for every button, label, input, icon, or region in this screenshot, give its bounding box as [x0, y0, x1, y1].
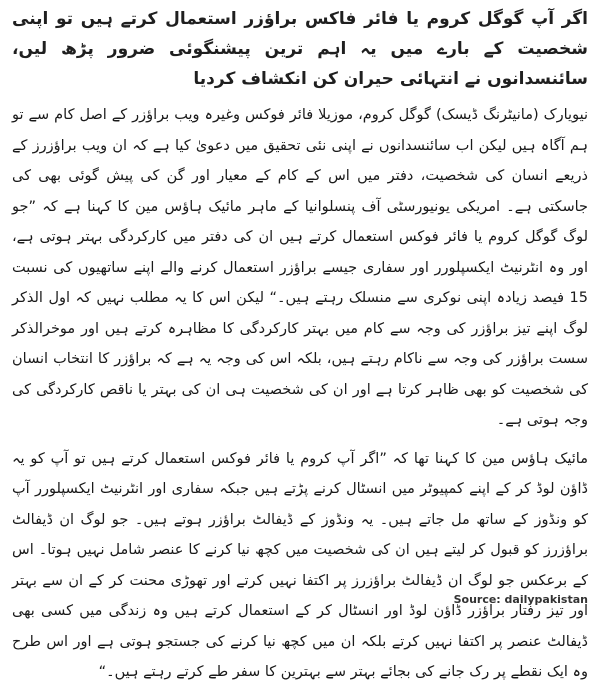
article-headline: اگر آپ گوگل کروم یا فائر فاکس براؤزر استعمال کرتے ہیں تو اپنی شخصیت کے بارے میں یہ اہم ترین پیشنگوئی ضرور پڑھ لیں، سائنسدانوں نے انتہائی حیران کن انکشاف کردیا	[12, 9, 588, 89]
article-paragraph-2: مائیک ہاؤس مین کا کہنا تھا کہ ”اگر آپ کروم یا فائر فوکس استعمال کرتے ہیں تو آپ کو یہ ڈاؤن لوڈ کر کے اپنے کمپیوٹر میں انسٹال کرنے پڑتے ہیں جبکہ سفاری اور انٹرنیٹ ایکسپلورر آپ کو ونڈوز کے ساتھ مل جاتے ہیں۔ یہ ونڈوز کے ڈیفالٹ براؤزر ہوتے ہیں۔ جو لوگ ان ڈیفالٹ براؤزرز کو قبول کر لیتے ہیں ان کی شخصیت میں کچھ نیا کرنے کا عنصر شامل نہیں ہوتا۔ اس کے برعکس جو لوگ ان ڈیفالٹ براؤزرز پر اکتفا نہیں کرتے اور تھوڑی محنت کر کے ان سے بہتر اور تیز رفتار براؤزر ڈاؤن لوڈ اور انسٹال کر کے استعمال کرتے ہیں وہ زندگی میں کسی بھی ڈیفالٹ عنصر پر اکتفا نہیں کرتے بلکہ ان میں کچھ نیا کرنے کی جستجو ہوتی ہے اور اس طرح وہ ایک نقطے پر رک جانے کی بجائے بہتر سے بہترین کا سفر طے کرتے رہتے ہیں۔“	[12, 450, 588, 680]
article-paragraph-1: نیویارک (مانیٹرنگ ڈیسک) گوگل کروم، موزیلا فائر فوکس وغیرہ ویب براؤزر کے اصل کام سے تو ہم آگاہ ہیں لیکن اب سائنسدانوں نے اپنی نئی تحقیق میں دعویٰ کیا ہے کہ ان ویب براؤزرز کے ذریعے انسان کی شخصیت، دفتر میں اس کے کام کے معیار اور گن کی پیش گوئی بھی کی جاسکتی ہے۔ امریکی یونیورسٹی آف پنسلوانیا کے ماہر مائیک ہاؤس مین کا کہنا ہے کہ ”جو لوگ گوگل کروم یا فائر فوکس استعمال کرتے ہیں ان کی دفتر میں کارکردگی بہتر ہوتی ہے، اور وہ انٹرنیٹ ایکسپلورر اور سفاری جیسے براؤزر استعمال کرنے والے اپنے ساتھیوں کی نسبت 15 فیصد زیادہ اپنی نوکری سے منسلک رہتے ہیں۔“ لیکن اس کا یہ مطلب نہیں کہ اول الذکر لوگ اپنے تیز براؤزر کی وجہ سے کام میں بہتر کارکردگی کا مظاہرہ کرتے ہیں اور موخرالذکر سست براؤزر کی وجہ سے ناکام رہتے ہیں، بلکہ اس کی وجہ یہ ہے کہ براؤزر کا انتخاب انسان کی شخصیت کو بھی ظاہر کرتا ہے اور ان کی شخصیت ہی ان کی بہتر یا ناقص کارکردگی کی وجہ ہوتی ہے۔	[12, 107, 588, 428]
source-credit: Source: dailypakistan	[453, 593, 588, 606]
